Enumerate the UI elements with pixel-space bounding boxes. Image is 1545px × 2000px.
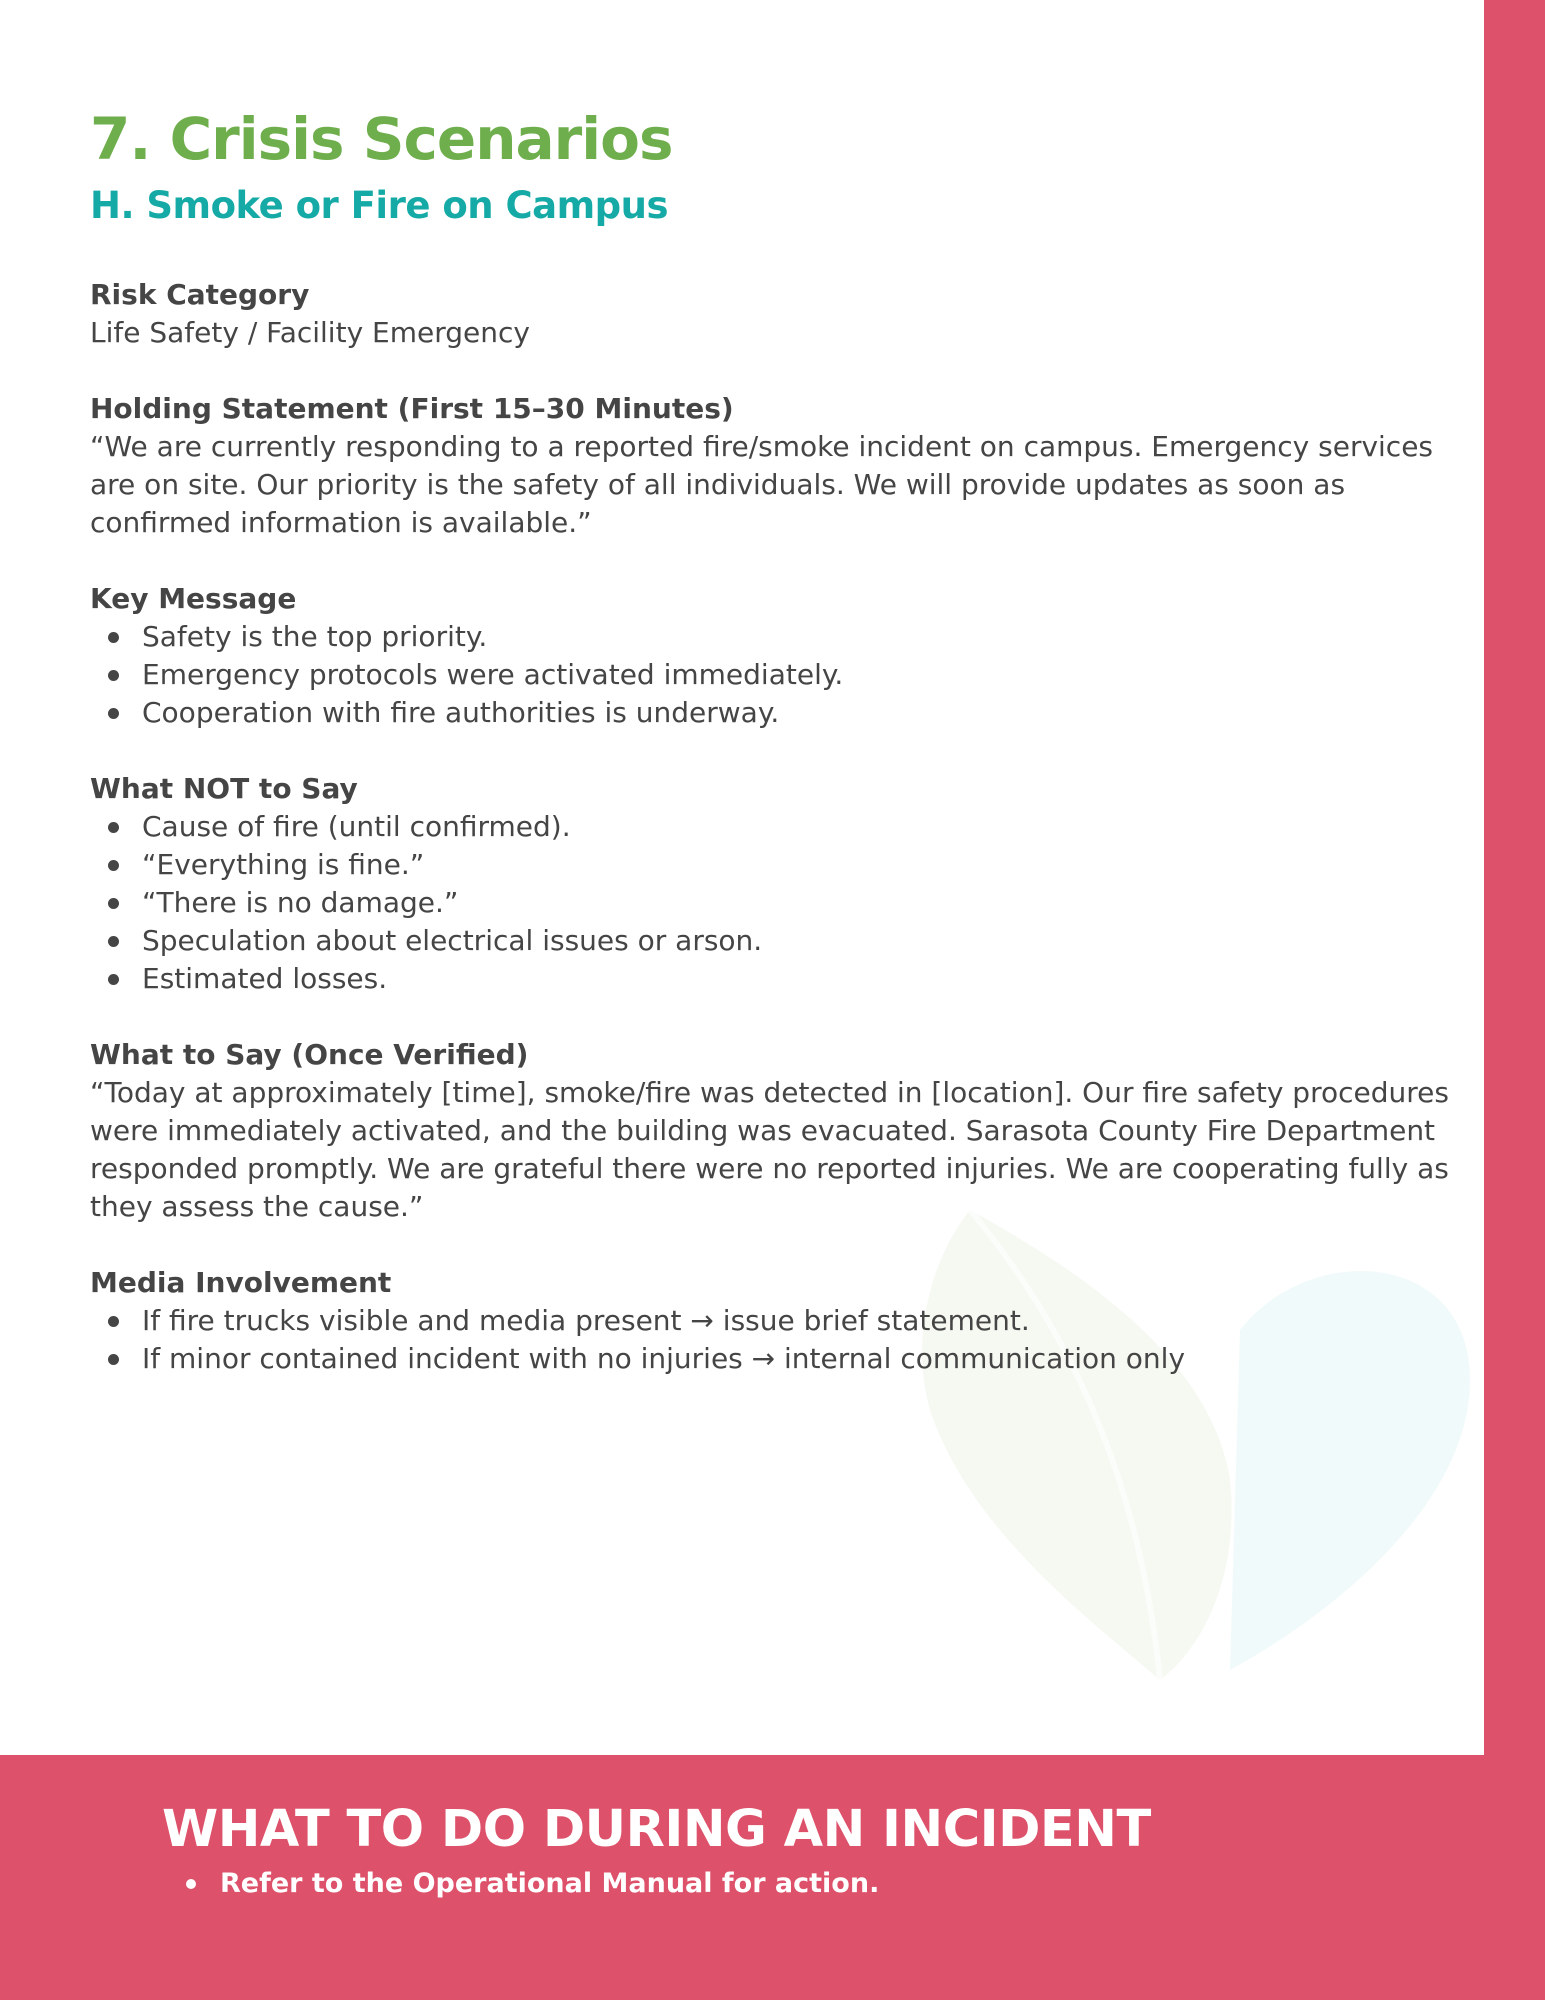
section-title: H. Smoke or Fire on Campus	[90, 184, 669, 227]
key-message-list	[90, 618, 1450, 732]
bullet-icon	[108, 936, 119, 947]
list-item	[108, 922, 1450, 960]
key-message-block	[90, 580, 1450, 732]
risk-category-heading: Risk Category	[90, 278, 310, 311]
holding-statement-block	[90, 390, 1450, 542]
chapter-title: 7. Crisis Scenarios	[90, 105, 673, 173]
footer-list	[186, 1865, 879, 1903]
what-not-to-say-list	[90, 808, 1450, 998]
right-accent-stripe	[1484, 0, 1545, 1755]
bullet-icon	[108, 670, 119, 681]
list-item	[108, 656, 1450, 694]
bullet-icon	[186, 1879, 196, 1889]
media-involvement-block	[90, 1264, 1450, 1378]
footer-item-text: Refer to the Operational Manual for action.	[220, 1868, 880, 1899]
list-item-text: Safety is the top priority.	[142, 620, 488, 653]
list-item-text: “There is no damage.”	[142, 886, 459, 919]
bullet-icon	[108, 974, 119, 985]
list-item-text: If minor contained incident with no injuries → internal communication only	[142, 1342, 1186, 1375]
what-to-say-block	[90, 1036, 1450, 1226]
list-item-text: Emergency protocols were activated immediately.	[142, 658, 844, 691]
holding-statement-heading: Holding Statement (First 15–30 Minutes)	[90, 392, 734, 425]
list-item	[108, 808, 1450, 846]
list-item	[186, 1865, 879, 1903]
media-involvement-heading: Media Involvement	[90, 1266, 392, 1299]
footer-title: WHAT TO DO DURING AN INCIDENT	[162, 1800, 1151, 1859]
what-to-say-heading: What to Say (Once Verified)	[90, 1038, 529, 1071]
bullet-icon	[108, 860, 119, 871]
holding-statement-text: “We are currently responding to a reported fire/smoke incident on campus. Emergency services are on site. Our priority is the safety of all individuals. We will provide updates as soon as confirmed information is available.”	[90, 430, 1434, 539]
list-item-text: Cause of fire (until confirmed).	[142, 810, 571, 843]
risk-category-block	[90, 276, 1450, 352]
list-item	[108, 618, 1450, 656]
list-item	[108, 1302, 1450, 1340]
bullet-icon	[108, 1354, 119, 1365]
list-item-text: If fire trucks visible and media present → issue brief statement.	[142, 1304, 1030, 1337]
list-item	[108, 694, 1450, 732]
list-item-text: Speculation about electrical issues or arson.	[142, 924, 763, 957]
what-to-say-text: “Today at approximately [time], smoke/fire was detected in [location]. Our fire safety procedures were immediately activated, and the building was evacuated. Sarasota County Fire Department responded promptly. We are grateful there were no reported injuries. We are cooperating fully as they assess the cause.”	[90, 1076, 1449, 1223]
key-message-heading: Key Message	[90, 582, 297, 615]
main-content	[90, 100, 1450, 1378]
bullet-icon	[108, 822, 119, 833]
incident-footer-banner	[0, 1755, 1545, 2000]
list-item	[108, 884, 1450, 922]
bullet-icon	[108, 898, 119, 909]
list-item-text: Cooperation with fire authorities is underway.	[142, 696, 780, 729]
what-not-to-say-heading: What NOT to Say	[90, 772, 358, 805]
bullet-icon	[108, 708, 119, 719]
list-item	[108, 1340, 1450, 1378]
bullet-icon	[108, 632, 119, 643]
risk-category-text: Life Safety / Facility Emergency	[90, 316, 530, 349]
list-item	[108, 960, 1450, 998]
list-item	[108, 846, 1450, 884]
what-not-to-say-block	[90, 770, 1450, 998]
list-item-text: “Everything is fine.”	[142, 848, 425, 881]
media-involvement-list	[90, 1302, 1450, 1378]
bullet-icon	[108, 1316, 119, 1327]
list-item-text: Estimated losses.	[142, 962, 388, 995]
